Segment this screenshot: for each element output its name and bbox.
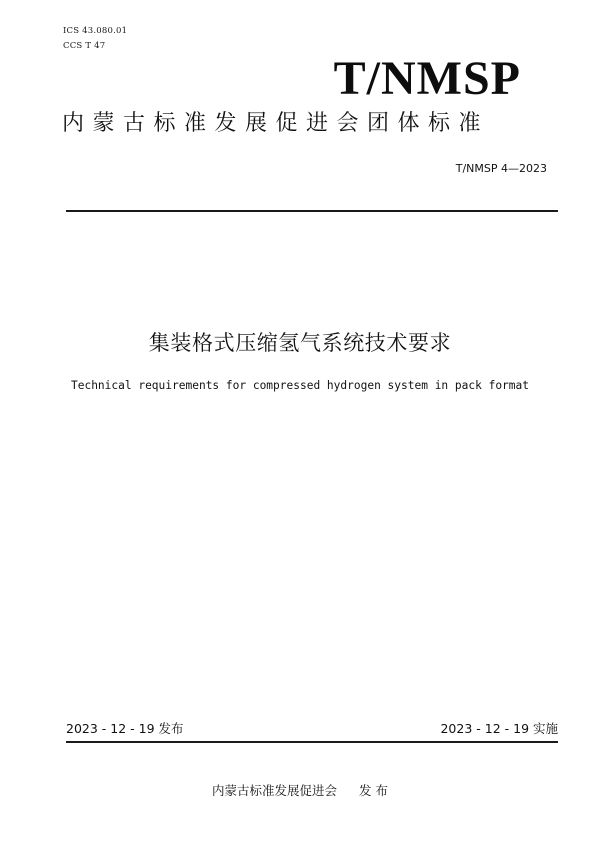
document-title-chinese: 集装格式压缩氢气系统技术要求	[148, 331, 452, 355]
top-divider	[66, 210, 558, 212]
standard-brand: T/NMSP	[333, 52, 521, 105]
bottom-divider	[66, 741, 558, 743]
publisher-name: 内蒙古标准发展促进会	[212, 783, 338, 798]
issue-date: 2023 - 12 - 19 发布	[66, 721, 184, 736]
document-title-english: Technical requirements for compressed hydrogen system in pack format	[70, 379, 529, 392]
publisher-line	[0, 781, 600, 799]
implementation-date: 2023 - 12 - 19 实施	[440, 721, 558, 736]
ccs-code: CCS T 47	[63, 41, 106, 51]
standard-number: T/NMSP 4—2023	[455, 162, 547, 175]
publish-label: 发 布	[359, 783, 388, 798]
organization-title: 内蒙古标准发展促进会团体标准	[62, 111, 490, 136]
ics-code: ICS 43.080.01	[63, 26, 128, 36]
